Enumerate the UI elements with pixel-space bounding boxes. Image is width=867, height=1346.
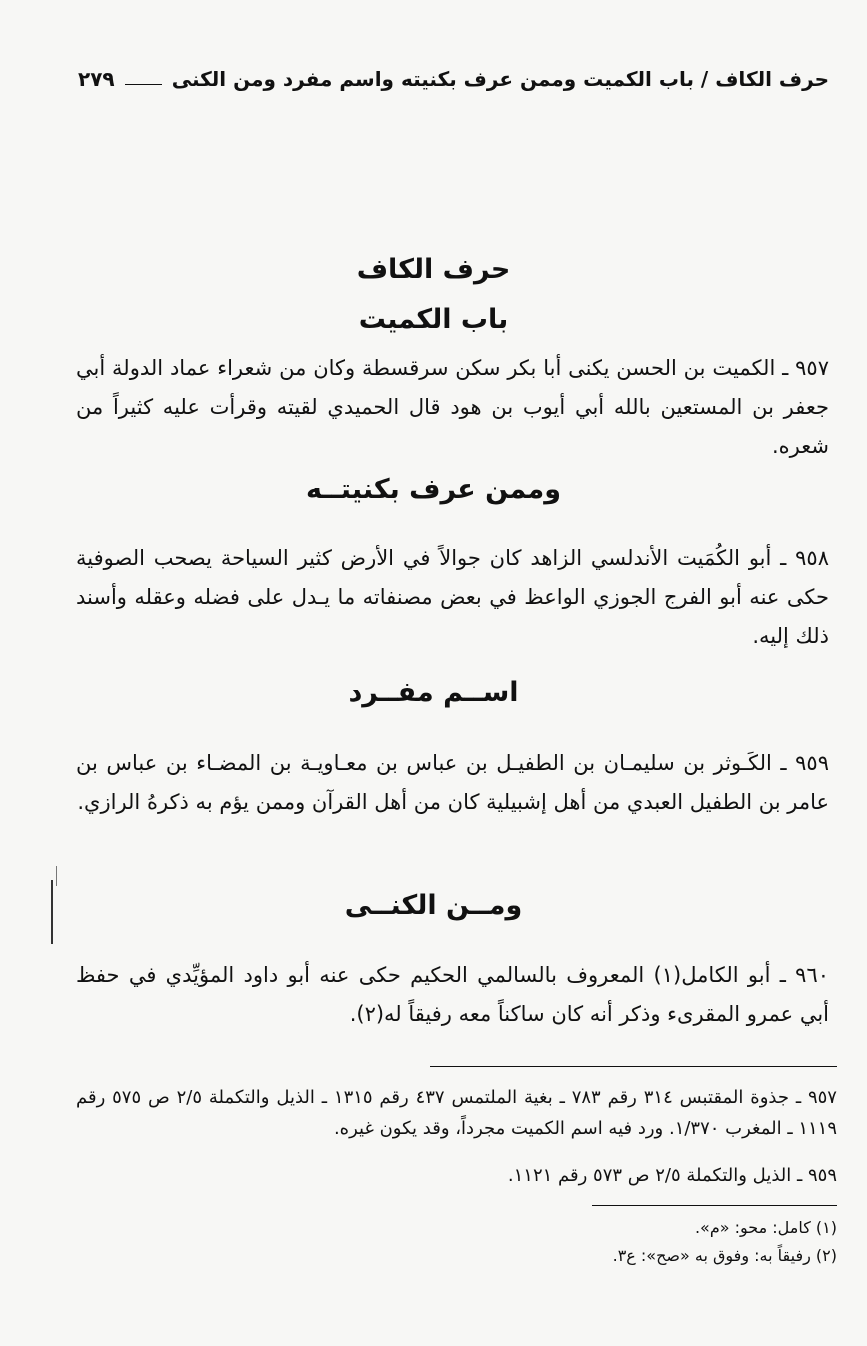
entry-960: ٩٦٠ ـ أبو الكامل(١) المعروف بالسالمي الحكيم حكى عنه أبو داود المؤيِّدي في حفظ أبي عمرو المقرىء وذكر أنه كان ساكناً معه رفيقاً له(٢). [76, 963, 830, 1026]
running-header [78, 62, 829, 96]
heading-kunya: ومــن الكنــى [344, 890, 523, 921]
margin-mark-small [56, 866, 57, 886]
heading-single-name: اســم مفــرد [348, 677, 519, 708]
margin-mark [51, 880, 53, 944]
footnote-1: (١) كامل: محو: «م». [694, 1218, 837, 1237]
header-rule [125, 84, 162, 85]
entry-958: ٩٥٨ ـ أبو الكُمَيت الأندلسي الزاهد كان جوالاً في الأرض كثير السياحة يصحب الصوفية حكى عنه أبو الفرج الجوزي الواعظ في بعض مصنفاته ما يـدل على فضله وعقله وأسند ذلك إليه. [76, 546, 829, 648]
heading-by-kunya: وممن عرف بكنيتــه [305, 474, 562, 505]
page-number: ٢٧٩ [78, 67, 115, 91]
footnote-2: (٢) رفيقاً به: وفوق به «صح»: ع٣. [612, 1246, 837, 1265]
references-separator [430, 1066, 837, 1067]
footnotes-separator [592, 1205, 837, 1206]
header-title: حرف الكاف / باب الكميت وممن عرف بكنيته واسم مفرد ومن الكنى [171, 67, 829, 91]
reference-957: ٩٥٧ ـ جذوة المقتبس ٣١٤ رقم ٧٨٣ ـ بغية الملتمس ٤٣٧ رقم ١٣١٥ ـ الذيل والتكملة ٢/٥ ص ٥٧٥ رقم ١١١٩ ـ المغرب ١/٣٧٠. ورد فيه اسم الكميت مجرداً، وقد يكون غيره. [76, 1087, 837, 1139]
heading-chapter: باب الكميت [358, 304, 509, 335]
entry-957: ٩٥٧ ـ الكميت بن الحسن يكنى أبا بكر سكن سرقسطة وكان من شعراء عماد الدولة أبي جعفر بن المستعين بالله أبي أيوب بن هود قال الحميدي لقيته وقرأت عليه كثيراً من شعره. [76, 356, 829, 458]
reference-959: ٩٥٩ ـ الذيل والتكملة ٢/٥ ص ٥٧٣ رقم ١١٢١. [507, 1165, 837, 1186]
heading-letter: حرف الكاف [356, 254, 511, 285]
entry-959: ٩٥٩ ـ الكَـوثر بن سليمـان بن الطفيـل بن عباس بن معـاويـة بن المضـاء بن عباس بن عامر بن الطفيل العبدي من أهل إشبيلية كان من أهل القرآن وممن يؤم به ذكرهُ الرازي. [76, 751, 829, 814]
